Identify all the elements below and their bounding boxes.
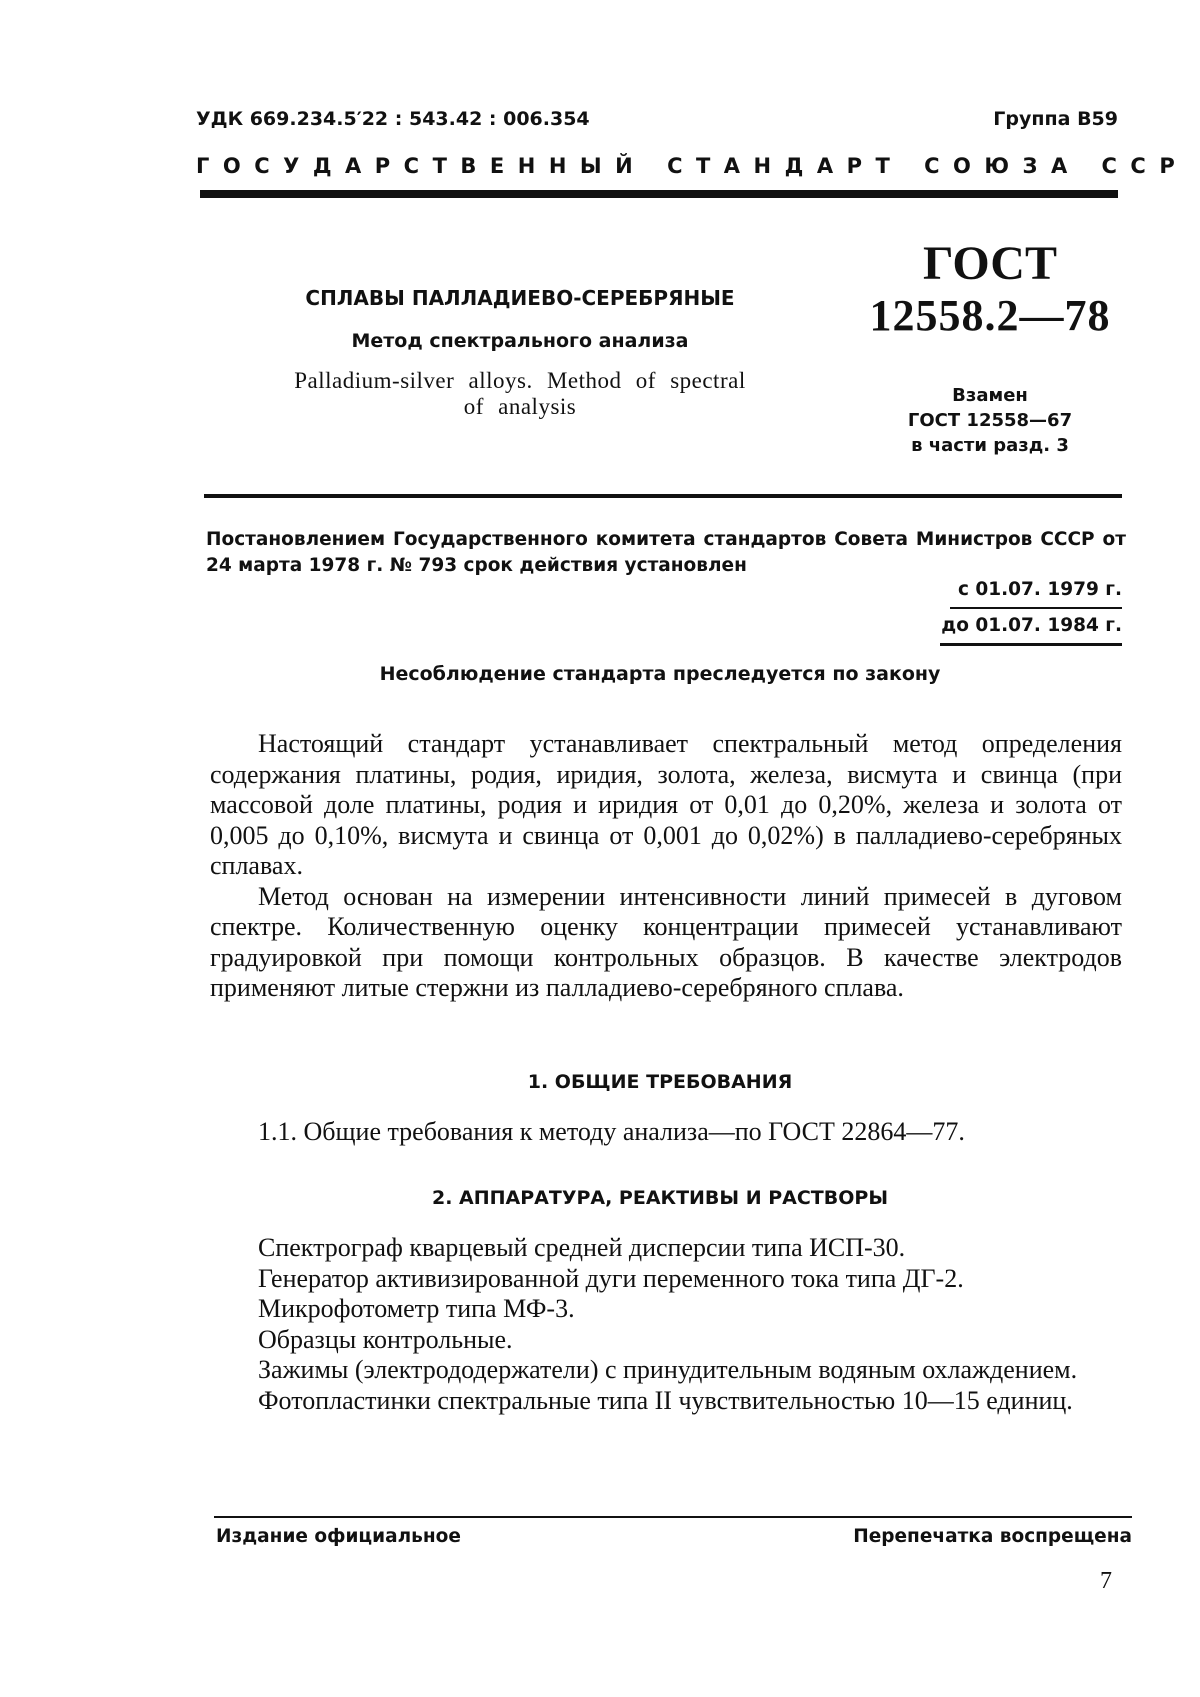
equipment-list	[216, 1233, 1128, 1416]
page-number: 7	[1100, 1568, 1112, 1594]
effective-date-to: до 01.07. 1984 г.	[941, 615, 1122, 636]
gost-number: 12558.2—78	[869, 291, 1111, 340]
document-subtitle: Метод спектрального анализа	[351, 330, 689, 352]
clause-1-1: 1.1. Общие требования к методу анализа—по ГОСТ 22864—77.	[258, 1117, 965, 1146]
replaces-line-1: Взамен	[952, 385, 1028, 406]
group-code: Группа В59	[993, 108, 1118, 130]
footer-rule	[214, 1516, 1132, 1518]
equipment-item: Генератор активизированной дуги переменного тока типа ДГ-2.	[258, 1263, 964, 1293]
date-underline	[940, 643, 1122, 646]
udk-code: УДК 669.234.5′22 : 543.42 : 006.354	[196, 108, 590, 130]
equipment-item: Образцы контрольные.	[258, 1324, 513, 1354]
english-title-line-1: Palladium-silver alloys. Method of spectral	[294, 368, 746, 393]
state-standard-heading: ГОСУДАРСТВЕННЫЙ СТАНДАРТ СОЮЗА ССР	[196, 154, 1189, 178]
document-title: СПЛАВЫ ПАЛЛАДИЕВО-СЕРЕБРЯНЫЕ	[305, 286, 735, 310]
replaces-line-2: ГОСТ 12558—67	[907, 410, 1073, 431]
replaces-note	[860, 383, 1120, 458]
equipment-item: Микрофотометр типа МФ-3.	[258, 1294, 575, 1323]
section-2-heading: 2. АППАРАТУРА, РЕАКТИВЫ И РАСТВОРЫ	[431, 1187, 889, 1209]
decree-text: Постановлением Государственного комитета стандартов Совета Министров СССР от 24 марта 1978 г. № 793 срок действия установлен	[206, 529, 1126, 576]
date-underline	[950, 607, 1122, 609]
reprint-prohibited-label: Перепечатка воспрещена	[853, 1526, 1132, 1547]
top-rule	[200, 190, 1118, 198]
official-edition-label: Издание официальное	[216, 1526, 461, 1547]
intro-paragraph: Метод основан на измерении интенсивности линий примесей в дуговом спектре. Количественную оценку концентрации примесей устанавливают градуировкой при помощи контрольных образцов. В качестве электродов применяют литые стержни из палладиево-серебряного сплава.	[210, 881, 1122, 1002]
equipment-item: Спектрограф кварцевый средней дисперсии типа ИСП-30.	[258, 1233, 906, 1262]
english-title	[270, 368, 770, 420]
english-title-line-2: of analysis	[463, 394, 577, 419]
intro-paragraph: Настоящий стандарт устанавливает спектральный метод определения содержания платины, родия, иридия, золота, железа, висмута и свинца (при массовой доле платины, родия и иридия от 0,01 до 0,20%, железа и золота от 0,005 до 0,10%, висмута и свинца от 0,001 до 0,02%) в палладиево-серебряных сплавах.	[210, 729, 1122, 880]
replaces-line-3: в части разд. 3	[911, 435, 1069, 456]
equipment-item: Зажимы (электрододержатели) с принудительным водяным охлаждением.	[258, 1355, 1078, 1384]
middle-rule	[204, 494, 1122, 498]
introduction	[210, 729, 1122, 1004]
section-1-heading: 1. ОБЩИЕ ТРЕБОВАНИЯ	[527, 1071, 793, 1093]
section-1-text	[210, 1117, 1130, 1148]
equipment-item: Фотопластинки спектральные типа II чувствительностью 10—15 единиц.	[258, 1385, 1073, 1415]
gost-label: ГОСТ	[923, 237, 1057, 290]
legal-warning: Несоблюдение стандарта преследуется по закону	[379, 663, 941, 685]
effective-date-from: с 01.07. 1979 г.	[957, 579, 1122, 600]
